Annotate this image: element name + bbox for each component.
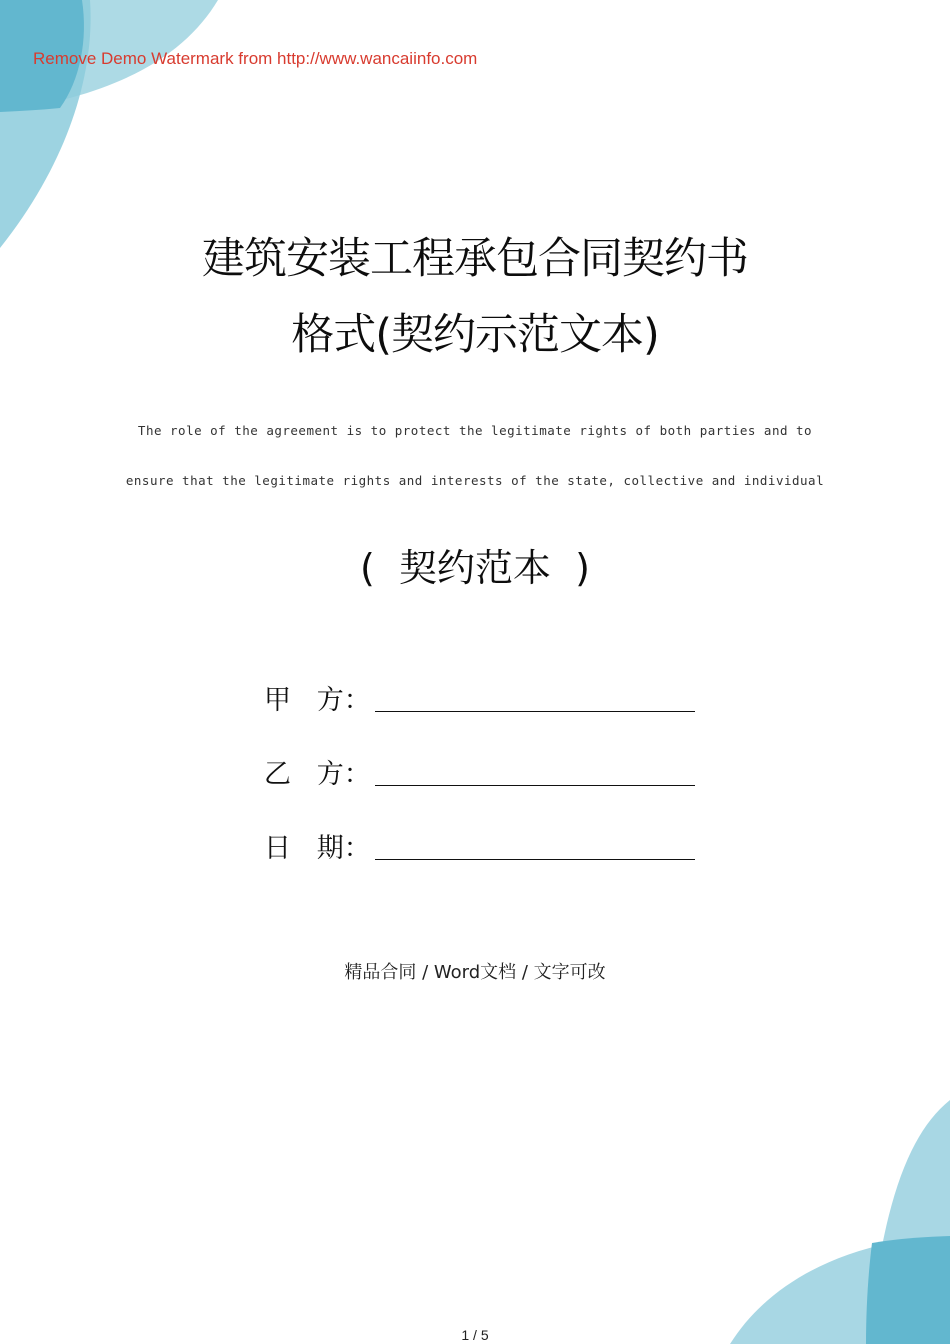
party-b-blank-line	[375, 785, 695, 786]
party-a-field	[264, 678, 695, 718]
date-field	[264, 826, 695, 866]
footer-note: 精品合同 / Word文档 / 文字可改	[344, 962, 606, 983]
party-b-label: 乙 方：	[264, 759, 371, 790]
page-number: 1 / 5	[461, 1327, 489, 1343]
english-subtitle-line2: ensure that the legitimate rights and interests of the state, collective and individual	[125, 473, 825, 488]
document-title-line2: 格式(契约示范文本)	[291, 310, 659, 360]
party-a-blank-line	[375, 711, 695, 712]
party-a-label: 甲 方：	[264, 685, 371, 716]
document-title-line1: 建筑安装工程承包合同契约书	[202, 234, 748, 284]
english-subtitle-line1: The role of the agreement is to protect the legitimate rights of both parties and to	[137, 423, 813, 438]
party-b-field	[264, 752, 695, 792]
demo-watermark: Remove Demo Watermark from http://www.wancaiinfo.com	[33, 49, 478, 68]
date-label: 日 期：	[264, 833, 371, 864]
document-category: ( 契约范本 )	[360, 546, 590, 590]
date-blank-line	[375, 859, 695, 860]
